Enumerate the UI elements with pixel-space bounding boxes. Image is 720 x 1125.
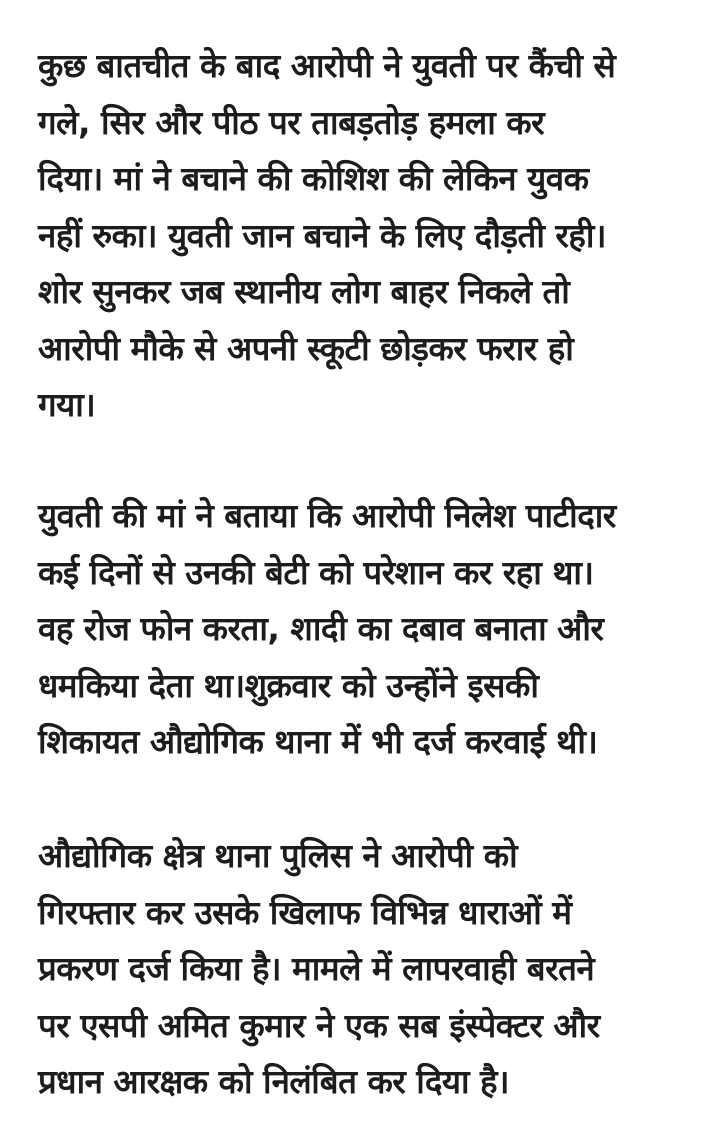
- text-line: प्रकरण दर्ज किया है। मामले में लापरवाही बरतने: [38, 949, 595, 988]
- text-line: शोर सुनकर जब स्थानीय लोग बाहर निकले तो: [38, 272, 570, 311]
- text-line: वह रोज फोन करता, शादी का दबाव बनाता और: [38, 609, 604, 648]
- text-line: पर एसपी अमित कुमार ने एक सब इंस्पेक्टर और: [38, 1005, 600, 1045]
- text-line: शिकायत औद्योगिक थाना में भी दर्ज करवाई थी।: [38, 722, 598, 761]
- text-line: दिया। मां ने बचाने की कोशिश की लेकिन युवक: [38, 159, 589, 198]
- text-line: कई दिनों से उनकी बेटी को परेशान कर रहा था।: [38, 552, 594, 592]
- text-line: युवती की मां ने बताया कि आरोपी निलेश पाटीदार: [38, 496, 616, 535]
- text-line: धमकिया देता था।शुक्रवार को उन्होंने इसकी: [38, 665, 539, 705]
- paragraph-police-action: [38, 828, 600, 1111]
- paragraph-attack: [38, 38, 615, 434]
- text-line: नहीं रुका। युवती जान बचाने के लिए दौड़ती रही।: [38, 215, 606, 255]
- paragraph-mother-statement: [38, 488, 616, 771]
- text-line: गले, सिर और पीठ पर ताबड़तोड़ हमला कर: [38, 102, 545, 142]
- text-line: गिरफ्तार कर उसके खिलाफ विभिन्न धाराओं में: [38, 892, 572, 932]
- text-line: औद्योगिक क्षेत्र थाना पुलिस ने आरोपी को: [38, 836, 518, 875]
- text-line: प्रधान आरक्षक को निलंबित कर दिया है।: [38, 1062, 510, 1101]
- text-line: गया।: [38, 385, 96, 424]
- text-line: आरोपी मौके से अपनी स्कूटी छोड़कर फरार हो: [38, 328, 574, 368]
- text-line: कुछ बातचीत के बाद आरोपी ने युवती पर कैंची से: [38, 46, 616, 85]
